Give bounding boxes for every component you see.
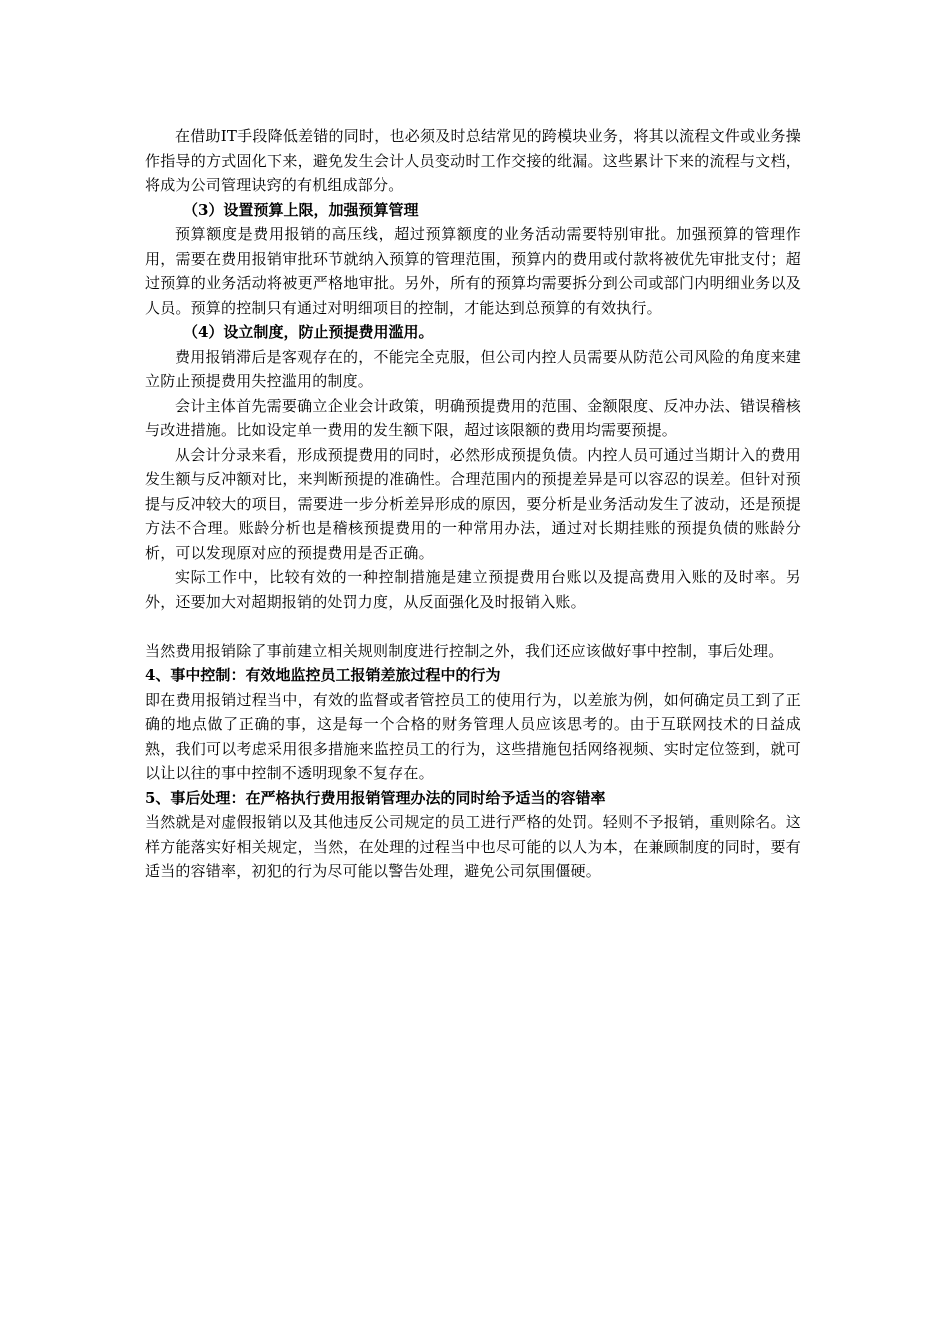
paragraph-in-process-intro: 当然费用报销除了事前建立相关规则制度进行控制之外，我们还应该做好事中控制，事后处理。 <box>145 641 784 660</box>
heading-in-process-control: 4、事中控制：有效地监控员工报销差旅过程中的行为 <box>145 666 501 684</box>
paragraph-accounting-policy: 会计主体首先需要确立企业会计政策，明确预提费用的范围、金额限度、反冲办法、错误稽核与改进措施。比如设定单一费用的发生额下限，超过该限额的费用均需要预提。 <box>145 396 801 439</box>
paragraph-control-measures: 实际工作中，比较有效的一种控制措施是建立预提费用台账以及提高费用入账的及时率。另外，还要加大对超期报销的处罚力度，从反面强化及时报销入账。 <box>145 568 801 611</box>
blank-line <box>145 614 801 639</box>
paragraph-in-process-control: 即在费用报销过程当中，有效的监督或者管控员工的使用行为，以差旅为例，如何确定员工到了正确的地点做了正确的事，这是每一个合格的财务管理人员应该思考的。由于互联网技术的日益成熟，我们可以考虑采用很多措施来监控员工的行为，这些措施包括网络视频、实时定位签到，就可以让以往的事中控制不透明现象不复存在。 <box>145 690 801 782</box>
document-page <box>145 124 801 884</box>
paragraph-process-docs: 在借助IT手段降低差错的同时，也必须及时总结常见的跨模块业务，将其以流程文件或业务操作指导的方式固化下来，避免发生会计人员变动时工作交接的纰漏。这些累计下来的流程与文档，将成为公司管理诀窍的有机组成部分。 <box>145 127 801 194</box>
paragraph-budget: 预算额度是费用报销的高压线，超过预算额度的业务活动需要特别审批。加强预算的管理作用，需要在费用报销审批环节就纳入预算的管理范围，预算内的费用或付款将被优先审批支付；超过预算的业务活动将被更严格地审批。另外，所有的预算均需要拆分到公司或部门内明细业务以及人员。预算的控制只有通过对明细项目的控制，才能达到总预算的有效执行。 <box>145 225 801 317</box>
paragraph-accrual-intro: 费用报销滞后是客观存在的，不能完全克服，但公司内控人员需要从防范公司风险的角度来建立防止预提费用失控滥用的制度。 <box>145 347 801 390</box>
heading-accrual-policy: （4）设立制度，防止预提费用滥用。 <box>183 323 434 341</box>
paragraph-post-processing: 当然就是对虚假报销以及其他违反公司规定的员工进行严格的处罚。轻则不予报销，重则除名。这样方能落实好相关规定，当然，在处理的过程当中也尽可能的以人为本，在兼顾制度的同时，要有适当的容错率，初犯的行为尽可能以警告处理，避免公司氛围僵硬。 <box>145 813 801 880</box>
paragraph-journal-entries: 从会计分录来看，形成预提费用的同时，必然形成预提负债。内控人员可通过当期计入的费用发生额与反冲额对比，来判断预提的准确性。合理范围内的预提差异是可以容忍的误差。但针对预提与反冲较大的项目，需要进一步分析差异形成的原因，要分析是业务活动发生了波动，还是预提方法不合理。账龄分析也是稽核预提费用的一种常用办法，通过对长期挂账的预提负债的账龄分析，可以发现原对应的预提费用是否正确。 <box>145 445 801 562</box>
heading-post-processing: 5、事后处理：在严格执行费用报销管理办法的同时给予适当的容错率 <box>145 788 606 807</box>
heading-budget-limit: （3）设置预算上限，加强预算管理 <box>183 200 419 219</box>
